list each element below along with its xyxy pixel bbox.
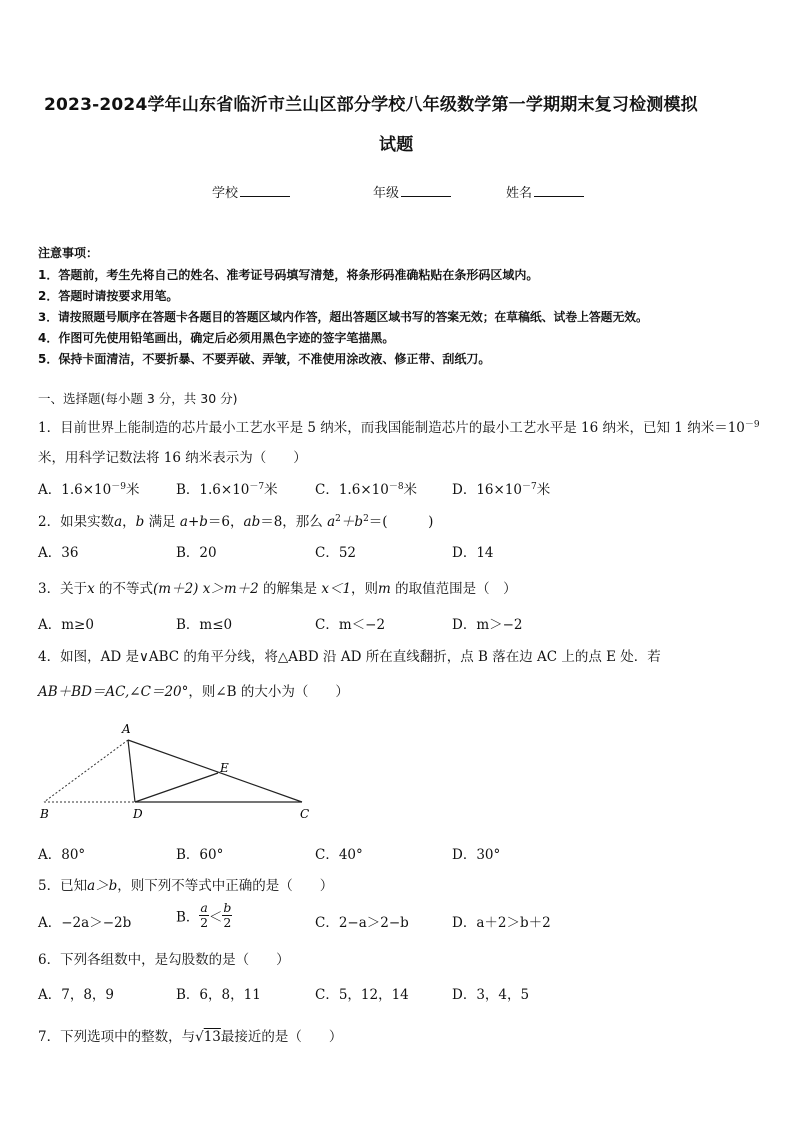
q3-option-a: A．m≥0	[38, 617, 94, 633]
q1-option-a: A．$1.6\times 10^{-9}$米	[38, 482, 140, 498]
q1-exponent: －9	[744, 420, 760, 430]
q1-option-b: B．$1.6\times 10^{-7}$米	[176, 482, 278, 498]
triangle-figure	[30, 718, 330, 828]
segment-de	[135, 773, 218, 802]
q5-option-a: A．−2a＞−2b	[38, 915, 132, 931]
q4-option-b: B．60°	[176, 847, 224, 863]
question-4-line2: AB＋BD＝AC,∠C＝20°，则∠B 的大小为（ ）	[38, 684, 349, 700]
name-label: 姓名	[506, 186, 533, 201]
question-5: 5．已知a＞b，则下列不等式中正确的是（ ）	[38, 878, 334, 894]
radicand: 13	[203, 1029, 221, 1045]
grade-blank	[401, 195, 451, 197]
notes-heading: 注意事项：	[38, 246, 99, 260]
school-blank	[240, 195, 290, 197]
label-b: B	[40, 807, 49, 821]
q5-option-c: C．2−a＞2−b	[315, 915, 409, 931]
question-4-line1: 4．如图，AD 是∨ABC 的角平分线，将△ABD 沿 AD 所在直线翻折，点 B 落在边 AC 上的点 E 处．若	[38, 649, 661, 665]
q2-option-a: A．36	[38, 545, 79, 561]
label-a: A	[122, 722, 131, 736]
grade-field	[373, 182, 451, 201]
exam-title-line2: 试题	[379, 135, 414, 155]
q1-option-d: D．$16\times 10^{-7}$米	[452, 482, 551, 498]
q2-option-d: D．14	[452, 545, 494, 561]
q1-text: 1．目前世界上能制造的芯片最小工艺水平是 5 纳米，而我国能制造芯片的最小工艺水平是 16 纳米，已知 1 纳米＝10	[38, 420, 745, 436]
question-6: 6．下列各组数中，是勾股数的是（ ）	[38, 952, 290, 968]
q3-option-c: C．m＜−2	[315, 617, 386, 633]
question-1-line1	[38, 416, 760, 436]
question-7: 7．下列选项中的整数，与√13最接近的是（ ）	[38, 1029, 343, 1045]
q4-option-c: C．40°	[315, 847, 363, 863]
name-blank	[534, 195, 584, 197]
segment-ac	[128, 740, 302, 802]
q2-option-c: C．52	[315, 545, 357, 561]
note-item-2: 2．答题时请按要求用笔。	[38, 289, 179, 303]
section-heading: 一、选择题(每小题 3 分，共 30 分)	[38, 391, 238, 406]
question-2: 2．如果实数a，b 满足 a+b＝6，ab＝8，那么 $a^2+b^2=$( )	[38, 514, 434, 530]
q3-option-b: B．m≤0	[176, 617, 233, 633]
label-c: C	[300, 807, 310, 821]
grade-label: 年级	[373, 186, 400, 201]
question-1-line2: 米，用科学记数法将 16 纳米表示为（ ）	[38, 450, 307, 466]
q6-option-a: A．7，8，9	[38, 987, 115, 1003]
q5-option-b: B． $\frac{a}{2}$ ＜ $\frac{b}{2}$	[176, 900, 232, 930]
q6-option-c: C．5，12，14	[315, 987, 409, 1003]
note-item-3: 3．请按照题号顺序在答题卡各题目的答题区域内作答，超出答题区域书写的答案无效；在草稿纸、试卷上答题无效。	[38, 310, 648, 324]
q4-option-a: A．80°	[38, 847, 86, 863]
sqrt-symbol: √	[195, 1029, 204, 1045]
label-d: D	[133, 807, 143, 821]
q5-option-d: D．a＋2＞b＋2	[452, 915, 551, 931]
note-item-5: 5．保持卡面清洁，不要折暴、不要弄破、弄皱，不准使用涂改液、修正带、刮纸刀。	[38, 352, 491, 366]
school-field	[212, 182, 290, 201]
label-e: E	[220, 761, 229, 775]
note-item-1: 1．答题前，考生先将自己的姓名、准考证号码填写清楚，将条形码准确粘贴在条形码区域内。	[38, 268, 539, 282]
note-item-4: 4．作图可先使用铅笔画出，确定后必须用黑色字迹的签字笔描黑。	[38, 331, 395, 345]
segment-ab-dotted	[44, 740, 128, 802]
segment-ad	[128, 740, 135, 802]
q4-option-d: D．30°	[452, 847, 501, 863]
q3-option-d: D．m＞−2	[452, 617, 523, 633]
name-field	[506, 182, 584, 201]
q6-option-b: B．6，8，11	[176, 987, 261, 1003]
q2-option-b: B．20	[176, 545, 217, 561]
question-3: 3．关于x 的不等式(m＋2) x＞m＋2 的解集是 x＜1，则m 的取值范围是（ ）	[38, 581, 517, 597]
school-label: 学校	[212, 186, 239, 201]
q6-option-d: D．3，4，5	[452, 987, 530, 1003]
exam-title-line1: 2023-2024学年山东省临沂市兰山区部分学校八年级数学第一学期期末复习检测模拟	[44, 95, 698, 115]
q1-option-c: C．$1.6\times 10^{-8}$米	[315, 482, 418, 498]
